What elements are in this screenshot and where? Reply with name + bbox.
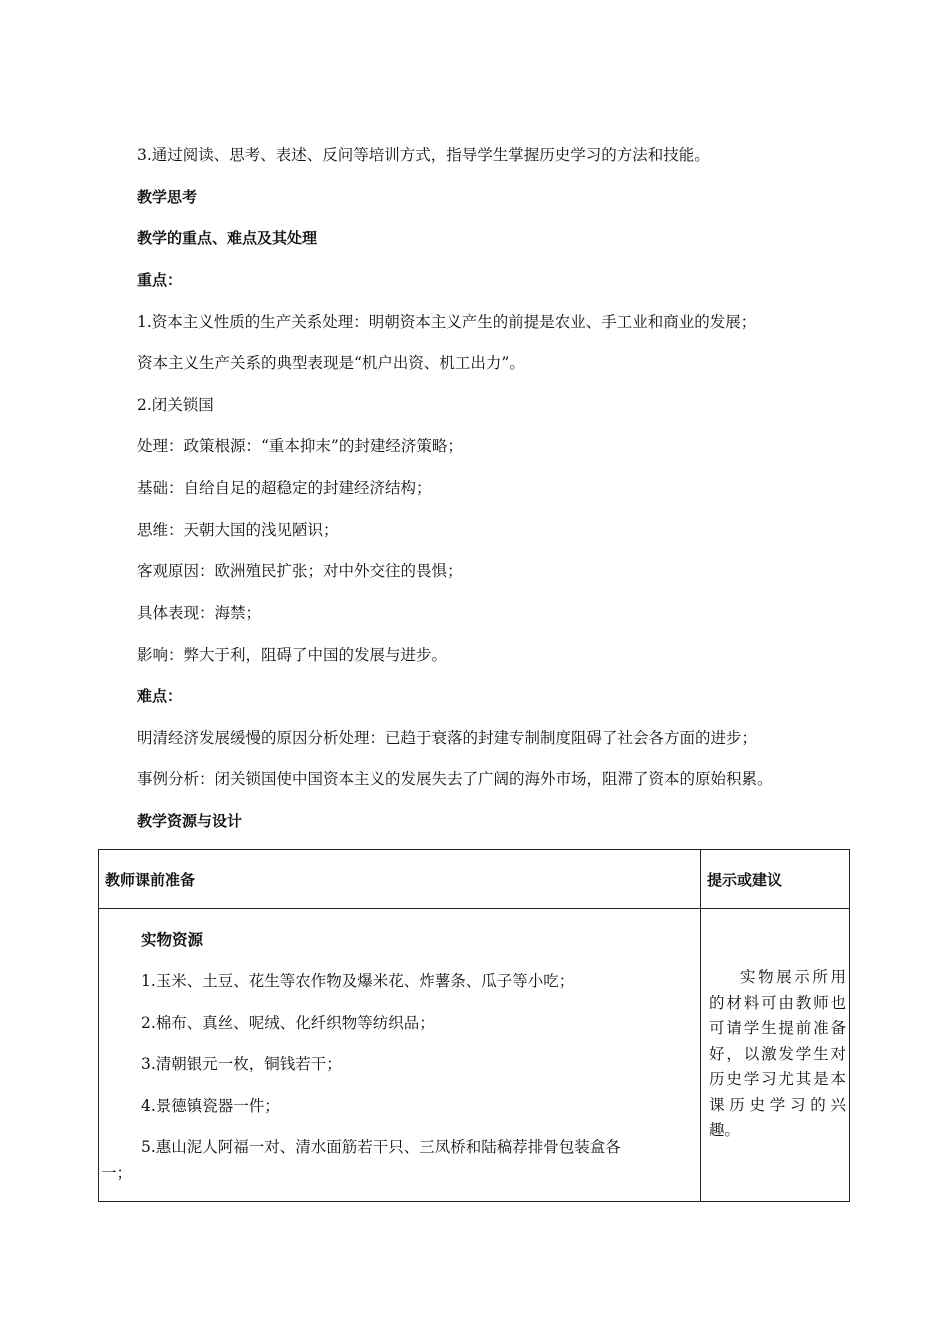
- handling-impact: 影响：弊大于利，阻碍了中国的发展与进步。: [137, 646, 448, 664]
- resource-item-1: 1.玉米、土豆、花生等农作物及爆米花、炸薯条、瓜子等小吃；: [141, 972, 575, 990]
- handling-policy: 处理：政策根源：“重本抑末”的封建经济策略；: [137, 437, 463, 455]
- resource-item-4: 4.景德镇瓷器一件；: [141, 1097, 280, 1115]
- difficulty-analysis: 明清经济发展缓慢的原因分析处理：已趋于衰落的封建专制制度阻碍了社会各方面的进步；: [137, 729, 758, 747]
- prep-cell: [99, 909, 701, 1202]
- handling-manifestation: 具体表现：海禁；: [137, 604, 262, 622]
- key-point-2: 2.闭关锁国: [137, 396, 214, 414]
- label-key: 重点：: [137, 271, 183, 289]
- label-difficulty: 难点：: [137, 687, 183, 705]
- key-point-1-cont: 资本主义生产关系的典型表现是“机户出资、机工出力”。: [137, 354, 525, 372]
- handling-basis: 基础：自给自足的超稳定的封建经济结构；: [137, 479, 432, 497]
- handling-thinking: 思维：天朝大国的浅见陋识；: [137, 521, 339, 539]
- hint-cell: [701, 909, 850, 1202]
- resource-item-5: 5.惠山泥人阿福一对、清水面筋若干只、三凤桥和陆稿荐排骨包装盒各: [141, 1138, 621, 1156]
- difficulty-example: 事例分析：闭关锁国使中国资本主义的发展失去了广阔的海外市场，阻滞了资本的原始积累。: [137, 770, 773, 788]
- header-hints: 提示或建议: [701, 850, 850, 909]
- resource-item-5-cont: 一；: [101, 1164, 133, 1182]
- resources-table: [98, 849, 850, 1202]
- heading-resources: 教学资源与设计: [137, 812, 243, 830]
- objective-3: 3.通过阅读、思考、表述、反问等培训方式，指导学生掌握历史学习的方法和技能。: [137, 146, 710, 164]
- heading-key-points: 教学的重点、难点及其处理: [137, 229, 318, 247]
- key-point-1: 1.资本主义性质的生产关系处理：明朝资本主义产生的前提是农业、手工业和商业的发展；: [137, 313, 757, 331]
- heading-teaching-reflection: 教学思考: [137, 188, 198, 206]
- hint-text: 实物展示所用的材料可由教师也可请学生提前准备好，以激发学生对历史学习尤其是本课历史学习的兴趣。: [709, 968, 846, 1139]
- resource-item-3: 3.清朝银元一枚，铜钱若干；: [141, 1055, 342, 1073]
- resource-item-2: 2.棉布、真丝、呢绒、化纤织物等纺织品；: [141, 1014, 435, 1032]
- handling-objective-cause: 客观原因：欧洲殖民扩张；对中外交往的畏惧；: [137, 562, 463, 580]
- section-physical-resources: 实物资源: [141, 931, 204, 949]
- header-teacher-prep: 教师课前准备: [99, 850, 701, 909]
